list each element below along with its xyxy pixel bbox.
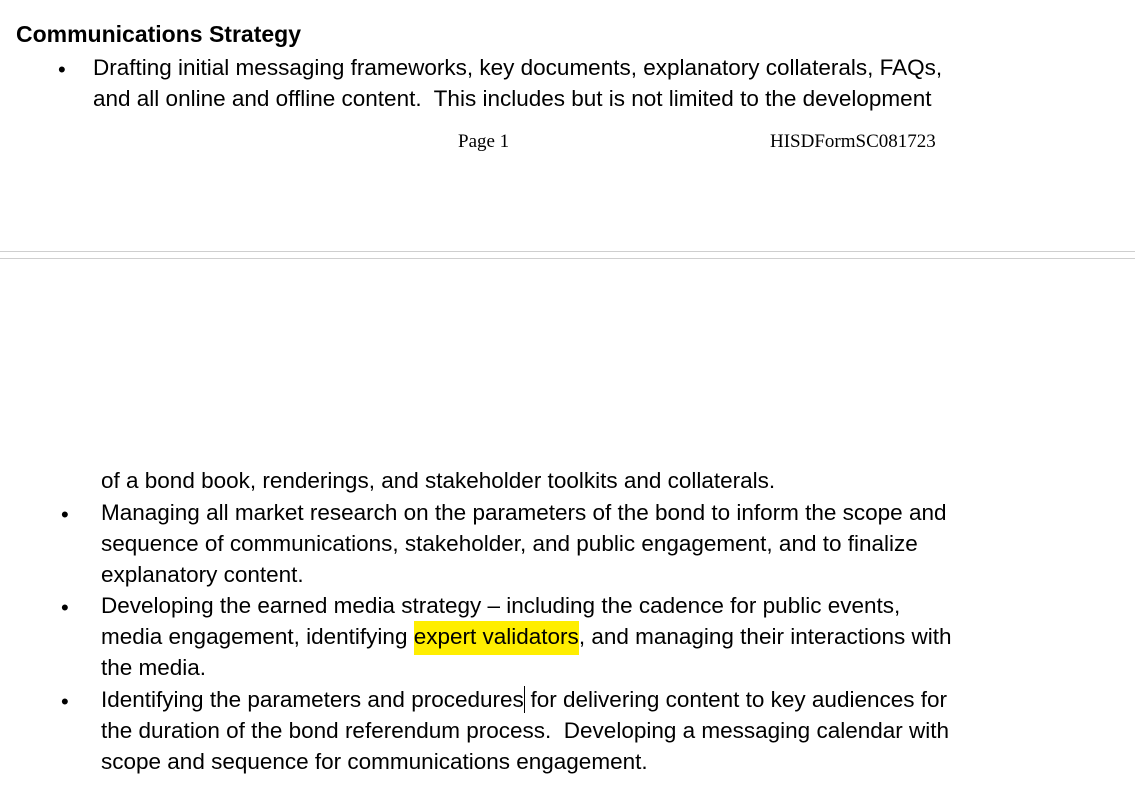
list-item-research-line-1: Managing all market research on the parameters of the bond to inform the scope and [101,500,947,525]
list-item-research-line-2: sequence of communications, stakeholder, and public engagement, and to finalize [101,531,918,556]
bullet-icon: • [61,689,69,714]
bullet-icon: • [61,595,69,620]
document-page-1 [0,0,1135,251]
list-item-procedures-line-3: scope and sequence for communications engagement. [101,749,648,774]
media-line-2-after: , and managing their interactions with [578,624,952,649]
section-heading: Communications Strategy [16,21,301,47]
bullet-icon: • [58,57,66,82]
list-item-procedures-line-2: the duration of the bond referendum process. Developing a messaging calendar with [101,718,950,743]
footer-form-id: HISDFormSC081723 [770,131,936,152]
bullet-icon: • [61,502,69,527]
list-item-media-line-1: Developing the earned media strategy – including the cadence for public events, [101,593,901,618]
page-break [0,251,1135,259]
list-item-research-line-3: explanatory content. [101,562,304,587]
list-item-drafting-line-2: and all online and offline content. This includes but is not limited to the development [93,86,932,111]
media-line-2-before: media engagement, identifying [101,624,414,649]
list-item-drafting-continuation: of a bond book, renderings, and stakeholder toolkits and collaterals. [101,468,776,493]
footer-page-number: Page 1 [458,131,510,152]
list-item-drafting-line-1: Drafting initial messaging frameworks, key documents, explanatory collaterals, FAQs, [93,55,943,80]
procedures-line-1-after: for delivering content to key audiences for [524,687,948,712]
procedures-line-1-before: Identifying the parameters and procedures [101,687,524,712]
list-item-media-line-2 [101,622,952,653]
list-item-media-line-3: the media. [101,655,207,680]
list-item-procedures-line-1 [101,685,947,716]
highlighted-text[interactable]: expert validators [414,621,579,655]
